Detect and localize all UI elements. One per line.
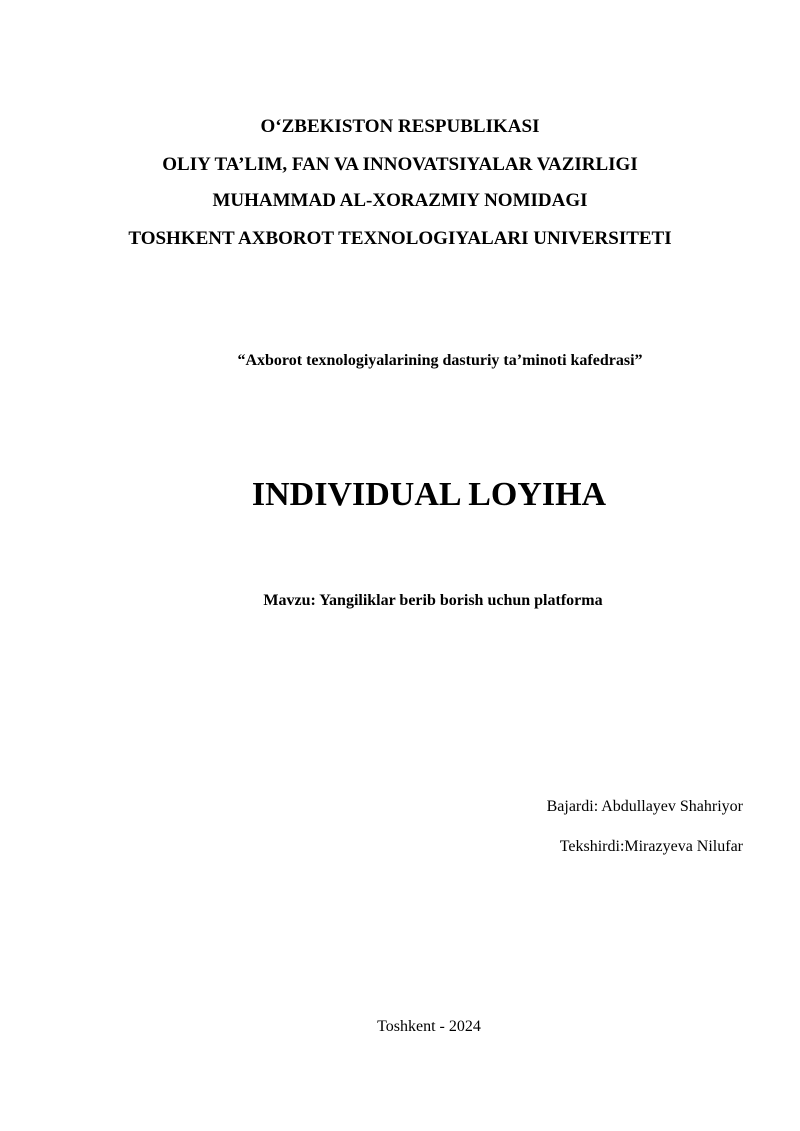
university-name: TOSHKENT AXBOROT TEXNOLOGIYALARI UNIVERSITETI xyxy=(128,228,672,249)
place-and-year: Toshkent - 2024 xyxy=(377,1018,481,1035)
performer-name: Bajardi: Abdullayev Shahriyor xyxy=(546,798,743,815)
country-name: O‘ZBEKISTON RESPUBLIKASI xyxy=(260,116,540,137)
university-namesake: MUHAMMAD AL-XORAZMIY NOMIDAGI xyxy=(212,190,588,211)
ministry-name: OLIY TA’LIM, FAN VA INNOVATSIYALAR VAZIRLIGI xyxy=(162,154,638,175)
department-name: “Axborot texnologiyalarining dasturiy ta’minoti kafedrasi” xyxy=(237,352,643,369)
document-title: INDIVIDUAL LOYIHA xyxy=(251,476,607,513)
project-topic: Mavzu: Yangiliklar berib borish uchun platforma xyxy=(263,592,603,609)
reviewer-name: Tekshirdi:Mirazyeva Nilufar xyxy=(559,838,743,855)
